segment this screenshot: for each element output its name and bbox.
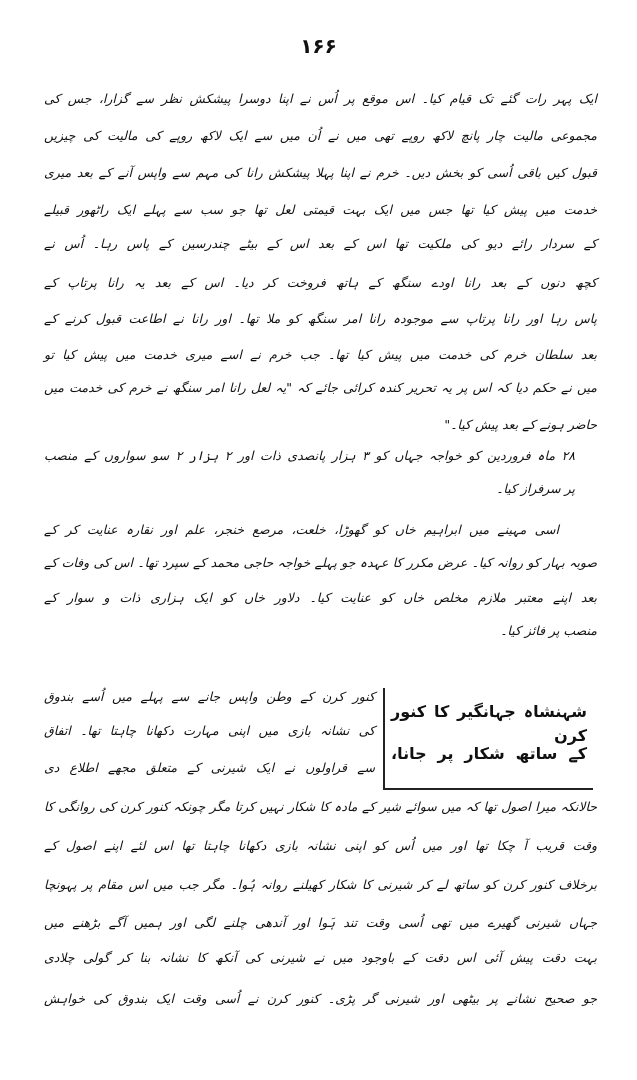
text-line: خدمت میں پیش کیا تھا جس میں ایک بہت قیمتی لعل تھا جو سب سے پہلے ایک راٹھور قبیلے [44, 202, 597, 217]
text-line: برخلاف کنور کرن کو ساتھ لے کر شیرنی کا شکار کھیلنے روانہ ہُوا۔ مگر جب میں اس مقام پر پہونچا [44, 877, 597, 892]
text-line: حالانکہ میرا اصول تھا کہ میں سوائے شیر کے مادہ کا شکار نہیں کرتا مگر چونکہ کنور کرن کی روانگی کا [44, 799, 597, 814]
text-line: کچھ دنوں کے بعد رانا اودے سنگھ کے ہاتھ فروخت کر دیا۔ اس کے بعد یہ رانا پرتاپ کے [44, 275, 597, 290]
text-line: مجموعی مالیت چار پانچ لاکھ روپے تھی میں نے اُن میں سے ایک لاکھ روپے کی مالیت کی چیزیں [44, 128, 597, 143]
section-heading-line-2: کے ساتھ شکار پر جانا، [391, 744, 587, 763]
text-line: ۲۸ ماہ فروردین کو خواجہ جہاں کو ۳ ہزار پانصدی ذات اور ۲ ہزار ۲ سو سواروں کے منصب [44, 448, 576, 463]
text-line: منصب پر فائز کیا۔ [500, 623, 597, 638]
text-line: جہاں شیرنی گھیرے میں تھی اُسی وقت تند ہَوا اور آندھی چلنے لگی اور ہمیں آگے بڑھنے میں [44, 915, 597, 930]
text-line: وقت قریب آ چکا تھا اور میں اُس کو اپنی نشانہ بازی دکھانا چاہتا تھا اس لئے اپنے اصول کے [44, 838, 597, 853]
text-line: میں نے حکم دیا کہ اس پر یہ تحریر کندہ کرائی جائے کہ "یہ لعل رانا امر سنگھ نے خرم کی خدمت میں [44, 380, 597, 395]
text-line: قبول کیں باقی اُسی کو بخش دیں۔ خرم نے اپنا پہلا پیشکش رانا کی مہم سے واپس آنے کے بعد میری [44, 165, 597, 180]
text-line: پر سرفراز کیا۔ [496, 481, 575, 496]
text-line: کنور کرن کے وطن واپس جانے سے پہلے میں اُسے بندوق [44, 689, 375, 704]
text-line: بہت دقت پیش آئی اس دقت کے باوجود میں نے شیرنی کی آنکھ کا نشانہ بنا کر گولی چلادی [44, 950, 597, 965]
text-line: سے قراولوں نے ایک شیرنی کے متعلق مجھے اطلاع دی [44, 760, 375, 775]
page-number: ۱۶۶ [300, 34, 337, 58]
text-line: کی نشانہ بازی میں اپنی مہارت دکھانا چاہتا تھا۔ اتفاق [44, 723, 375, 738]
text-line: حاضر ہونے کے بعد پیش کیا۔" [444, 417, 597, 432]
text-line: جو صحیح نشانے پر بیٹھی اور شیرنی گر پڑی۔ کنور کرن نے اُسی وقت ایک بندوق کی خواہش [44, 991, 597, 1006]
text-line: اسی مہینے میں ابراہیم خاں کو گھوڑا، خلعت، مرصع خنجر، علم اور نقارہ عنایت کر کے [44, 522, 559, 537]
text-line: کے سردار رائے دیو کی ملکیت تھا اس کے بعد اس کے بیٹے چندرسین کے پاس رہا۔ اُس نے [44, 236, 597, 251]
text-line: صوبہ بہار کو روانہ کیا۔ عرض مکرر کا عہدہ جو پہلے خواجہ حاجی محمد کے سپرد تھا۔ اس کی وفات کے [44, 555, 597, 570]
text-line: بعد سلطان خرم کی خدمت میں پیش کیا تھا۔ جب خرم نے اسے میری خدمت میں پیش کیا تو [44, 347, 597, 362]
text-line: پاس رہا اور رانا پرتاپ سے موجودہ رانا امر سنگھ کو ملا تھا۔ اور رانا نے اطاعت قبول کرنے کے [44, 311, 597, 326]
text-line: ایک پہر رات گئے تک قیام کیا۔ اس موقع پر اُس نے اپنا دوسرا پیشکش نظر سے گزارا، جس کی [44, 91, 597, 106]
section-heading-box [383, 688, 593, 790]
section-heading-line-1: شہنشاہ جہانگیر کا کنور کرن [391, 702, 587, 745]
text-line: بعد اپنے معتبر ملازم مخلص خاں کو عنایت کیا۔ دلاور خاں کو ایک ہزاری ذات و سوار کے [44, 590, 597, 605]
